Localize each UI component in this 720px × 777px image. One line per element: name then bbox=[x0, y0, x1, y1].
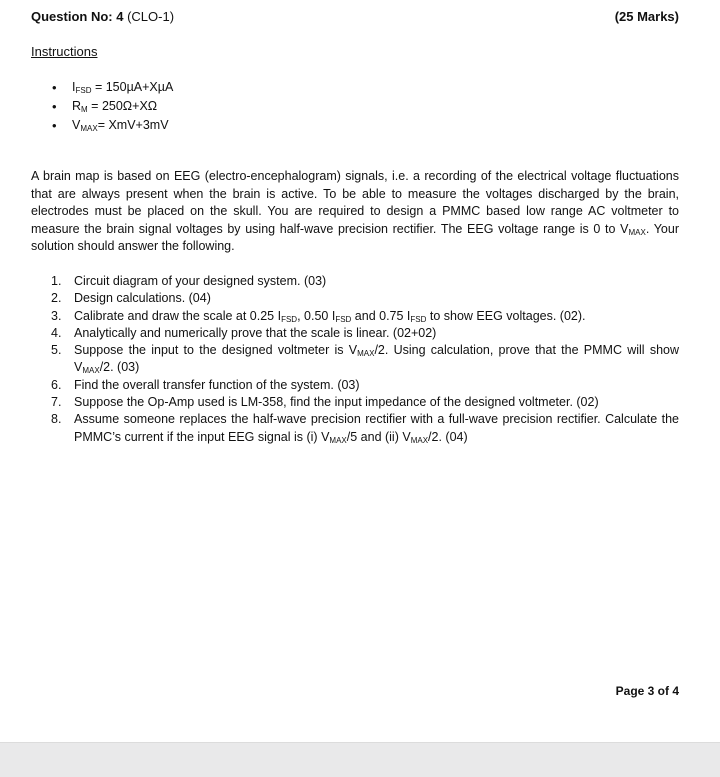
list-item: 3. Calibrate and draw the scale at 0.25 $I_{FSD}$, 0.50 $I_{FSD}$ and 0.75 $I_{FSD}$ to show EEG voltages. (02). bbox=[51, 308, 586, 324]
clo-label: (CLO-1) bbox=[127, 9, 175, 24]
bullet-icon: • bbox=[52, 80, 57, 95]
list-item: 5. Suppose the input to the designed voltmeter is $V_{MAX}/2$. Using calculation, prove that the PMMC will show $V_{MAX}/2$. (03) bbox=[51, 343, 680, 376]
bullet-icon: • bbox=[52, 118, 57, 133]
list-item: 4. Analytically and numerically prove that the scale is linear. (02+02) bbox=[51, 325, 437, 340]
problem-statement: A brain map is based on EEG (electro-encephalogram) signals, i.e. a recording of the electrical voltage fluctuations that are always present when the brain is active. To be able to measure the voltages discharged by the brain, electrodes must be placed on the skull. You are required to design a PMMC based low range AC voltmeter to measure the brain signal voltages by using half-wave precision rectifier. The EEG voltage range is 0 to $V_{MAX}$. Your solution should answer the following. bbox=[31, 169, 679, 254]
list-item: 8. Assume someone replaces the half-wave precision rectifier with a full-wave precision rectifier. Calculate the PMMC’s current if the input EEG signal is (i) $V_{MAX}/5$ and (ii) $V_{MAX}/2$. (04) bbox=[51, 412, 679, 445]
list-item: 6. Find the overall transfer function of the system. (03) bbox=[51, 377, 360, 392]
list-item: 1. Circuit diagram of your designed system. (03) bbox=[51, 274, 327, 288]
instructions-heading: Instructions bbox=[31, 44, 98, 59]
instruction-item-rm: • $R_M = 250\Omega+X\Omega$ bbox=[52, 99, 158, 114]
question-list bbox=[31, 273, 679, 446]
instruction-list bbox=[52, 78, 173, 135]
viewer-bottom-bar bbox=[0, 742, 720, 777]
question-header bbox=[31, 9, 679, 25]
bullet-icon: • bbox=[52, 99, 57, 114]
list-item: 2. Design calculations. (04) bbox=[51, 291, 211, 306]
question-label: Question No: 4 bbox=[31, 9, 124, 24]
list-item: 7. Suppose the Op-Amp used is LM-358, find the input impedance of the designed voltmeter. (02) bbox=[51, 395, 599, 410]
page-number: Page 3 of 4 bbox=[615, 684, 679, 698]
instruction-item-ifsd: • $I_{FSD} = 150\mu A+X\mu A$ bbox=[52, 80, 174, 95]
marks-label: (25 Marks) bbox=[614, 9, 679, 24]
instruction-item-vmax: • $V_{MAX}= XmV+3mV$ bbox=[52, 118, 169, 133]
